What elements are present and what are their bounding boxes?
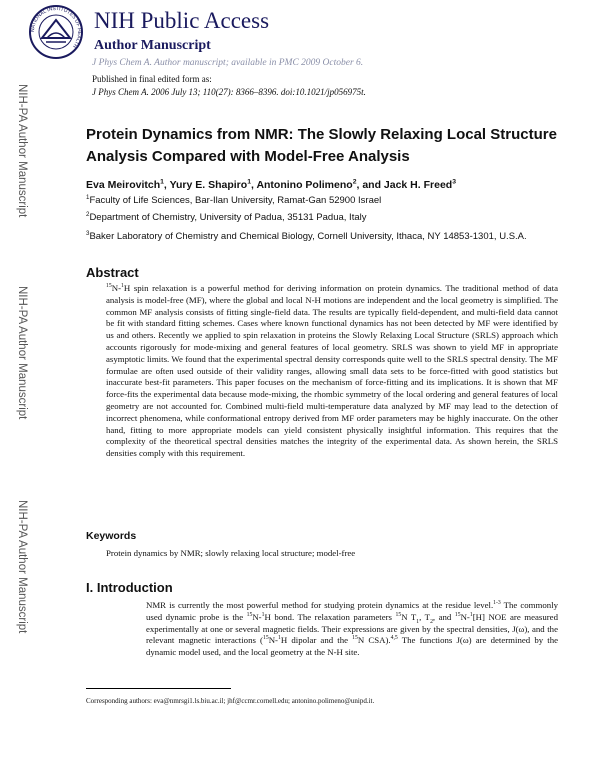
author-list: Eva Meirovitch$^1$, Yury E. Shapiro$^1$, Antonino Polimeno$^2$, and Jack H. Freed$^3$	[86, 178, 456, 191]
citation-text: J Phys Chem A. 2006 July 13; 110(27): 8366–8396. doi:10.1021/jp056975t.	[92, 87, 366, 97]
intro-text: H dipolar and the	[280, 635, 353, 646]
footnote-rule	[86, 688, 231, 689]
nih-seal-logo	[28, 4, 84, 60]
nih-public-access-title: NIH Public Access	[94, 8, 270, 33]
aff-text: Baker Laboratory of Chemistry and Chemical Biology, Cornell University, Ithaca, NY 14853-1301, U.S.A.	[89, 231, 527, 242]
corresponding-authors-footnote: Corresponding authors: eva@nmrsgi1.ls.biu.ac.il; jhf@ccmr.cornell.edu; antonino.polimeno@unipd.it.	[86, 697, 375, 705]
author-aff: 3	[452, 178, 456, 186]
intro-text: , and	[432, 611, 455, 622]
sidebar-label-3: NIH-PA Author Manuscript	[16, 500, 28, 634]
abs-sup: 1	[121, 283, 124, 290]
sidebar-label-2: NIH-PA Author Manuscript	[16, 286, 28, 420]
keywords-text: Protein dynamics by NMR; slowly relaxing local structure; model-free	[106, 548, 356, 558]
intro-text: The commonly used dynamic probe is the	[146, 600, 558, 622]
author-aff: 2	[352, 178, 357, 186]
abs-text: N-	[111, 283, 122, 293]
abs-text: H spin relaxation is a powerful method for deriving information on protein dynamics. The traditional method of data analysis is model-free (MF), where the global and local N-H motions are independent and the local geometry is simplified. The common MF analysis consists of fitting single-field data. The results are typically field-dependent, and multi-field data cannot be fit with standard fitting schemes. Cases where known functional dynamics has not been detected by MF were identified by us and others. Recently we applied to spin relaxation in proteins the Slowly Relaxing Local Structure (SRLS) approach which accounts rigorously for mode-mixing and general features of local geometry. SRLS was shown to yield MF in appropriate asymptotic limits. We found that the experimental spectral density corresponds quite well to the SRLS spectral density. The MF formulae are often used outside of their validity ranges, allowing small data sets to be force-fitted with good statistics but inaccurate best-fit parameters. This paper focuses on the mechanism of force-fitting and its implications. It is shown that MF force-fits the experimental data because mode-mixing, the rhombic symmetry of the local ordering and general features of local geometry are not accounted for. Combined multi-field multi-temperature data analyzed by MF may lead to the detection of incorrect phenomena, while conformational entropy derived from MF order parameters may be highly inaccurate. On the other hand, fitting to more appropriate models can yield consistent physically insightful information. This requires that the complexity of the theoretical spectral densities matches the integrity of the experimental data. As shown herein, the SRLS densities comply with this requirement.	[106, 283, 558, 459]
availability-note: J Phys Chem A. Author manuscript; available in PMC 2009 October 6.	[92, 58, 364, 68]
author-name: Eva Meirovitch	[86, 179, 161, 191]
intro-text: [H] NOE are measured experimentally at one or several magnetic fields. Their expressions are given by the spectral densities, J(ω), and the relevant magnetic interactions (	[146, 611, 558, 646]
intro-text: N CSA).	[357, 635, 391, 646]
author-name: Jack H. Freed	[383, 179, 453, 191]
aff-text: Department of Chemistry, University of Padua, 35131 Padua, Italy	[89, 212, 367, 223]
affiliation-1	[86, 195, 381, 206]
published-label: Published in final edited form as:	[92, 74, 212, 84]
aff-num: 1	[86, 193, 90, 201]
author-name: Antonino Polimeno	[256, 179, 353, 191]
introduction-heading: I. Introduction	[86, 580, 173, 595]
author-aff: 1	[160, 178, 164, 186]
citation-ref: 1-3	[493, 600, 501, 607]
introduction-body: NMR is currently the most powerful method for studying protein dynamics at the residue level.$^{1-3}$ The commonly used dynamic probe is the $^{15}$N-$^1$H bond. The relaxation parameters $^{15}$N $T_1$, $T_2$, and $^{15}$N-$^1$[H] NOE are measured experimentally at one or several magnetic fields. Their expressions are given by the spectral densities, J(ω), and the relevant magnetic interactions ($^{15}$N-$^1$H dipolar and the $^{15}$N CSA).$^{4,5}$ The functions J(ω) are determined by the dynamic model used, and the local geometry at the N-H site.	[146, 600, 559, 658]
sidebar-label-1: NIH-PA Author Manuscript	[16, 84, 28, 218]
aff-num: 2	[86, 210, 90, 218]
intro-text: bond. The relaxation parameters	[270, 611, 396, 622]
affiliation-3	[86, 230, 556, 244]
seal-text: NATIONAL INSTITUTES OF HEALTH	[29, 5, 83, 49]
aff-num: 3	[86, 229, 90, 237]
citation	[92, 87, 366, 97]
intro-text: The functions J(ω) are determined by the dynamic model used, and the local geometry at the N-H site.	[146, 635, 559, 658]
author-name: Yury E. Shapiro	[169, 179, 248, 191]
keywords-heading: Keywords	[86, 530, 137, 542]
author-aff: 1	[247, 178, 251, 186]
author-manuscript-label: Author Manuscript	[94, 38, 211, 53]
citation-ref: 4,5	[390, 635, 398, 642]
abs-sup: 15	[106, 283, 112, 290]
abstract-body	[106, 283, 558, 460]
article-title: Protein Dynamics from NMR: The Slowly Relaxing Local Structure Analysis Compared with Model-Free Analysis	[86, 126, 557, 165]
intro-text: NMR is currently the most powerful method for studying protein dynamics at the residue level.	[146, 600, 494, 610]
affiliation-2	[86, 212, 366, 223]
aff-text: Faculty of Life Sciences, Bar-Ilan University, Ramat-Gan 52900 Israel	[89, 195, 382, 206]
abstract-heading: Abstract	[86, 265, 139, 280]
